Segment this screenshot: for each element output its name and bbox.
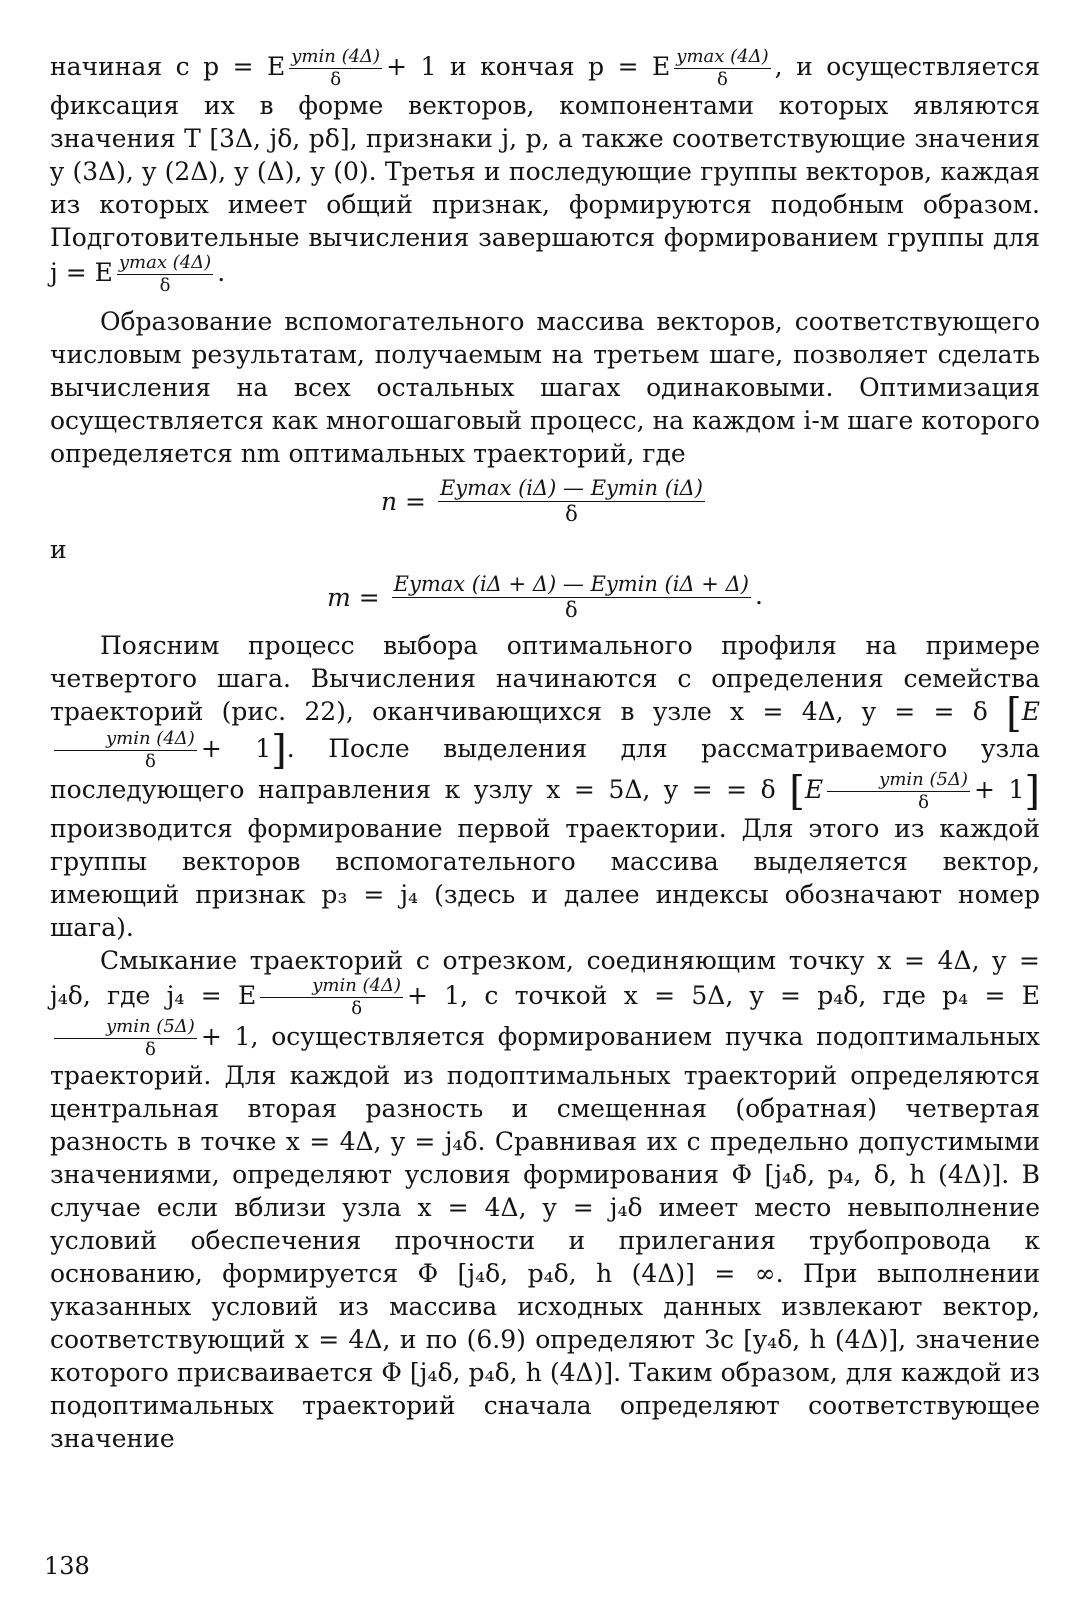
page-number: 138 (44, 1552, 90, 1580)
paragraph-fourth-step: Поясним процесс выбора оптимального профиля на примере четвертого шага. Вычисления начинаются с определения семейства траекторий (рис. 22), оканчивающихся в узле x = 4Δ, y = = δ [E $\frac{ymin (4\Delta)}{\delta}$ + 1]. После выделения для рассматриваемого узла последующего направления к узлу x = 5Δ, y = = δ [E $\frac{ymin (5\Delta)}{\delta}$ + 1] производится формирование первой траектории. Для этого из каждой группы векторов вспомогательного массива выделяется вектор, имеющий признак p₃ = j₄ (здесь и далее индексы обозначают номер шага). (50, 631, 1041, 942)
fraction-ymin-4: $\frac{ymin (4\Delta)}{\delta}$ (291, 46, 381, 90)
equation-n: n = $\frac{Eymax (i\Delta) — Eymin (i\Delta)}{\delta}$ (380, 476, 703, 526)
paragraph-auxiliary-array: Образование вспомогательного массива векторов, соответствующего числовым результатам, получаемым на третьем шаге, позволяет сделать вычисления на всех остальных шагах одинаковыми. Оптимизация осуществляется как многошаговый процесс, на каждом i-м шаге которого определяется nm оптимальных траекторий, где (50, 307, 1040, 468)
conjunction-and: и (50, 535, 67, 564)
para1-body: , и осуществляется фиксация их в форме векторов, компонентами которых являются значения T [3Δ, jδ, pδ], признаки j, p, а также соответствующие значения y (3Δ), y (2Δ), y (Δ), y (0). Третья и последующие группы векторов, каждая из которых имеет общий признак, формируются подобным образом. Подготовительные вычисления завершаются формированием группы для j = E (50, 52, 1040, 287)
fraction-ymax-4: $\frac{ymax (4\Delta)}{\delta}$ (676, 46, 769, 90)
fraction-ymax-4-end: $\frac{ymax (4\Delta)}{\delta}$ (118, 252, 212, 296)
para1-intro: начиная с p = E (50, 52, 286, 81)
paragraph-continuation (50, 48, 1040, 295)
para1-end: . (217, 258, 226, 287)
para1-mid: + 1 и кончая p = E (386, 52, 671, 81)
page-body (50, 48, 1040, 1455)
paragraph-trajectory-closure: Смыкание траекторий с отрезком, соединяющим точку x = 4Δ, y = j₄δ, где j₄ = E $\frac{ymin (4\Delta)}{\delta}$ + 1, с точкой x = 5Δ, y = p₄δ, где p₄ = E $\frac{ymin (5\Delta)}{\delta}$ + 1, осуществляется формированием пучка подоптимальных траекторий. Для каждой из подоптимальных траекторий определяются центральная вторая разность и смещенная (обратная) четвертая разность в точке x = 4Δ, y = j₄δ. Сравнивая их с предельно допустимыми значениями, определяют условия формирования Φ [j₄δ, p₄, δ, h (4Δ)]. В случае если вблизи узла x = 4Δ, y = j₄δ имеет место невыполнение условий обеспечения прочности и прилегания трубопровода к основанию, формируется Φ [j₄δ, p₄δ, h (4Δ)] = ∞. При выполнении указанных условий из массива исходных данных извлекают вектор, соответствующий x = 4Δ, и по (6.9) определяют Зс [y₄δ, h (4Δ)], значение которого присваивается Φ [j₄δ, p₄δ, h (4Δ)]. Таким образом, для каждой из подоптимальных траекторий сначала определяют соответствующее значение (50, 945, 1040, 1453)
equation-m: m = $\frac{Eymax (i\Delta + \Delta) — Eymin (i\Delta + \Delta)}{\delta}$ . (327, 572, 763, 622)
